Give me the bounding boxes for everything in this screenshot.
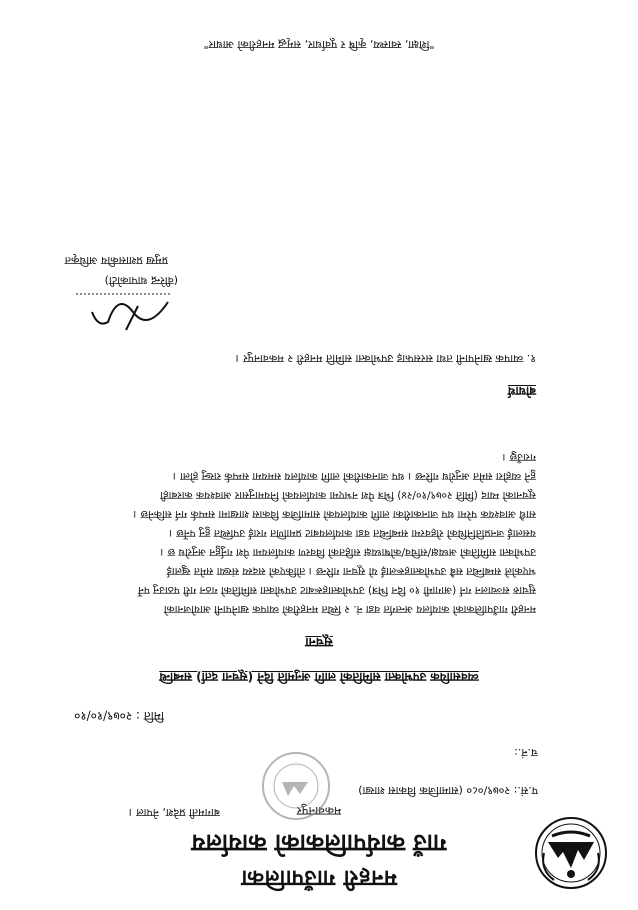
body-line: हुने व्यहोरा समेत अनुरोध गरिन्छ । थप जानकारीको लागि कार्यालय समयमा सम्पर्क राख्नु होला । <box>172 470 536 482</box>
letter-number: च.नं.: <box>514 746 538 759</box>
letter-subject: व्यवसायिक उपभोक्ता समितिको लागि अनुमति दिने (सूचना दर्ता) सम्बन्धि <box>159 670 479 684</box>
body-line: उपभोक्ता समितिको अध्यक्ष/सचिव/कोषाध्यक्ष सहितको विवरण कार्यालयमा पेश गर्नुहुन अनुरोध छ । <box>160 546 536 558</box>
signer-title: प्रमुख प्रशासकीय अधिकृत <box>64 254 168 267</box>
body-line: सुचारु सञ्चालन गर्न (आगामी १० दिन भित्र) उपभोक्ताहरूबाट उपभोक्ता समितिको गठन गरी पठाउनु पर्ने <box>138 584 536 596</box>
municipality-name: मनहरी गाउँपालिका <box>241 865 397 890</box>
signature-icon <box>68 290 178 342</box>
district-name: मकवानपुर <box>296 804 342 818</box>
body-line: गराउँछु । <box>502 451 536 463</box>
notice-heading: सूचना <box>305 634 333 649</box>
body-line: सूचनाको म्याद (मिति २०७९/१०/२४) भित्र पेश नभएमा कार्यालयको नियमानुसार आवश्यक कारबाही <box>160 489 536 501</box>
body-line: यसलाई जनप्रतिनिधिको रोहवरमा सम्बन्धित वडा कार्यालयबाट प्रमाणित गराई उपस्थित हुनु पर्नेछ । <box>168 527 536 539</box>
province-name: बागमती प्रदेश, नेपाल । <box>128 806 220 819</box>
cc-item: १. व्यापक खानेपानी तथा सरसफाइ उपभोक्ता समिति मनहरी २ मकवानपुर । <box>235 352 536 365</box>
letter-date: मिति : २०७९/१०/१० <box>74 709 164 723</box>
reference-number: प.सं.: २०७९/०८० (सामाजिक विकास शाखा) <box>358 784 538 797</box>
footer-slogan: "शिक्षा, स्वास्थ्य, कृषि र पूर्वाधार, समृद्ध मनहरीको आधार" <box>203 38 435 51</box>
office-name: गाउँ कार्यपालिकाको कार्यालय <box>191 829 447 857</box>
body-line: साथै आवश्यक परेमा थप जानकारीका लागि कार्यालयको सामाजिक विकास शाखामा सम्पर्क गर्न सकिनेछ । <box>133 508 536 520</box>
body-line: भएकोले सम्बन्धित सबै उपभोक्ताहरूलाई यो सूचना गरिन्छ । तोकिएको सदस्य संख्या समेत खुलाई <box>166 565 536 577</box>
notice-body <box>106 447 536 618</box>
signer-name: (वीरेन्द्र थापाकोटी) <box>104 274 178 287</box>
office-seal-icon <box>260 750 332 822</box>
cc-heading: बोधार्थ <box>507 384 536 398</box>
body-line: मनहरी गाउँपालिकाको कार्यालय अन्तर्गत वडा नं. २ स्थित मनहरीको व्यापक खानेपानी आयोजनाको <box>163 603 536 615</box>
